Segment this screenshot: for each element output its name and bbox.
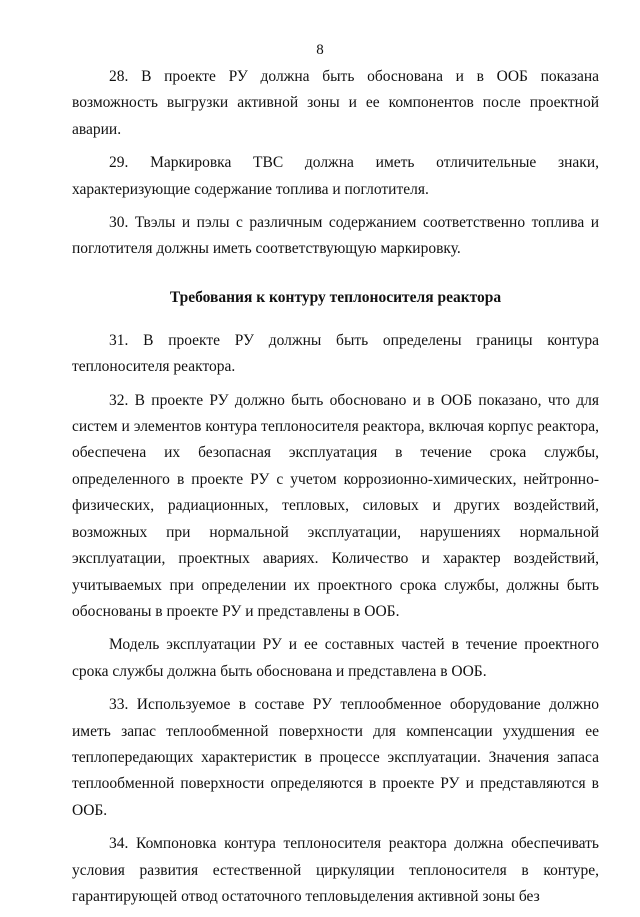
paragraph-33: 33. Используемое в составе РУ теплообменное оборудование должно иметь запас теплообменной поверхности для компенсации ухудшения ее теплопередающих характеристик в процессе эксплуатации. Значения запаса теплообменной поверхности определяются в проекте РУ и представляются в ООБ. [72, 696, 599, 819]
paragraph-31: 31. В проекте РУ должны быть определены границы контура теплоносителя реактора. [72, 331, 599, 376]
paragraph-29: 29. Маркировка ТВС должна иметь отличительные знаки, характеризующие содержание топлива и поглотителя. [72, 154, 599, 198]
document-body [72, 64, 599, 917]
paragraph-30: 30. Твэлы и пэлы с различным содержанием соответственно топлива и поглотителя должны иметь соответствующую маркировку. [72, 214, 599, 258]
paragraph-34: 34. Компоновка контура теплоносителя реактора должна обеспечивать условия развития естественной циркуляции теплоносителя в контуре, гарантирующей отвод остаточного тепловыделения активной зоны без [72, 835, 599, 905]
page-number: 8 [316, 42, 324, 58]
paragraph-32-continued: Модель эксплуатации РУ и ее составных частей в течение проектного срока службы должна быть обоснована и представлена в ООБ. [72, 636, 599, 680]
paragraph-32: 32. В проекте РУ должно быть обосновано и в ООБ показано, что для систем и элементов контура теплоносителя реактора, включая корпус реактора, обеспечена их безопасная эксплуатация в течение срока службы, определенного в проекте РУ с учетом коррозионно-химических, нейтронно-физических, радиационных, тепловых, силовых и других воздействий, возможных при нормальной эксплуатации, нарушениях нормальной эксплуатации, проектных авариях. Количество и характер воздействий, учитываемых при определении их проектного срока службы, должны быть обоснованы в проекте РУ и представлены в ООБ. [72, 391, 599, 620]
section-heading: Требования к контуру теплоносителя реактора [169, 288, 502, 306]
paragraph-28: 28. В проекте РУ должна быть обоснована и в ООБ показана возможность выгрузки активной зоны и ее компонентов после проектной аварии. [72, 68, 599, 138]
